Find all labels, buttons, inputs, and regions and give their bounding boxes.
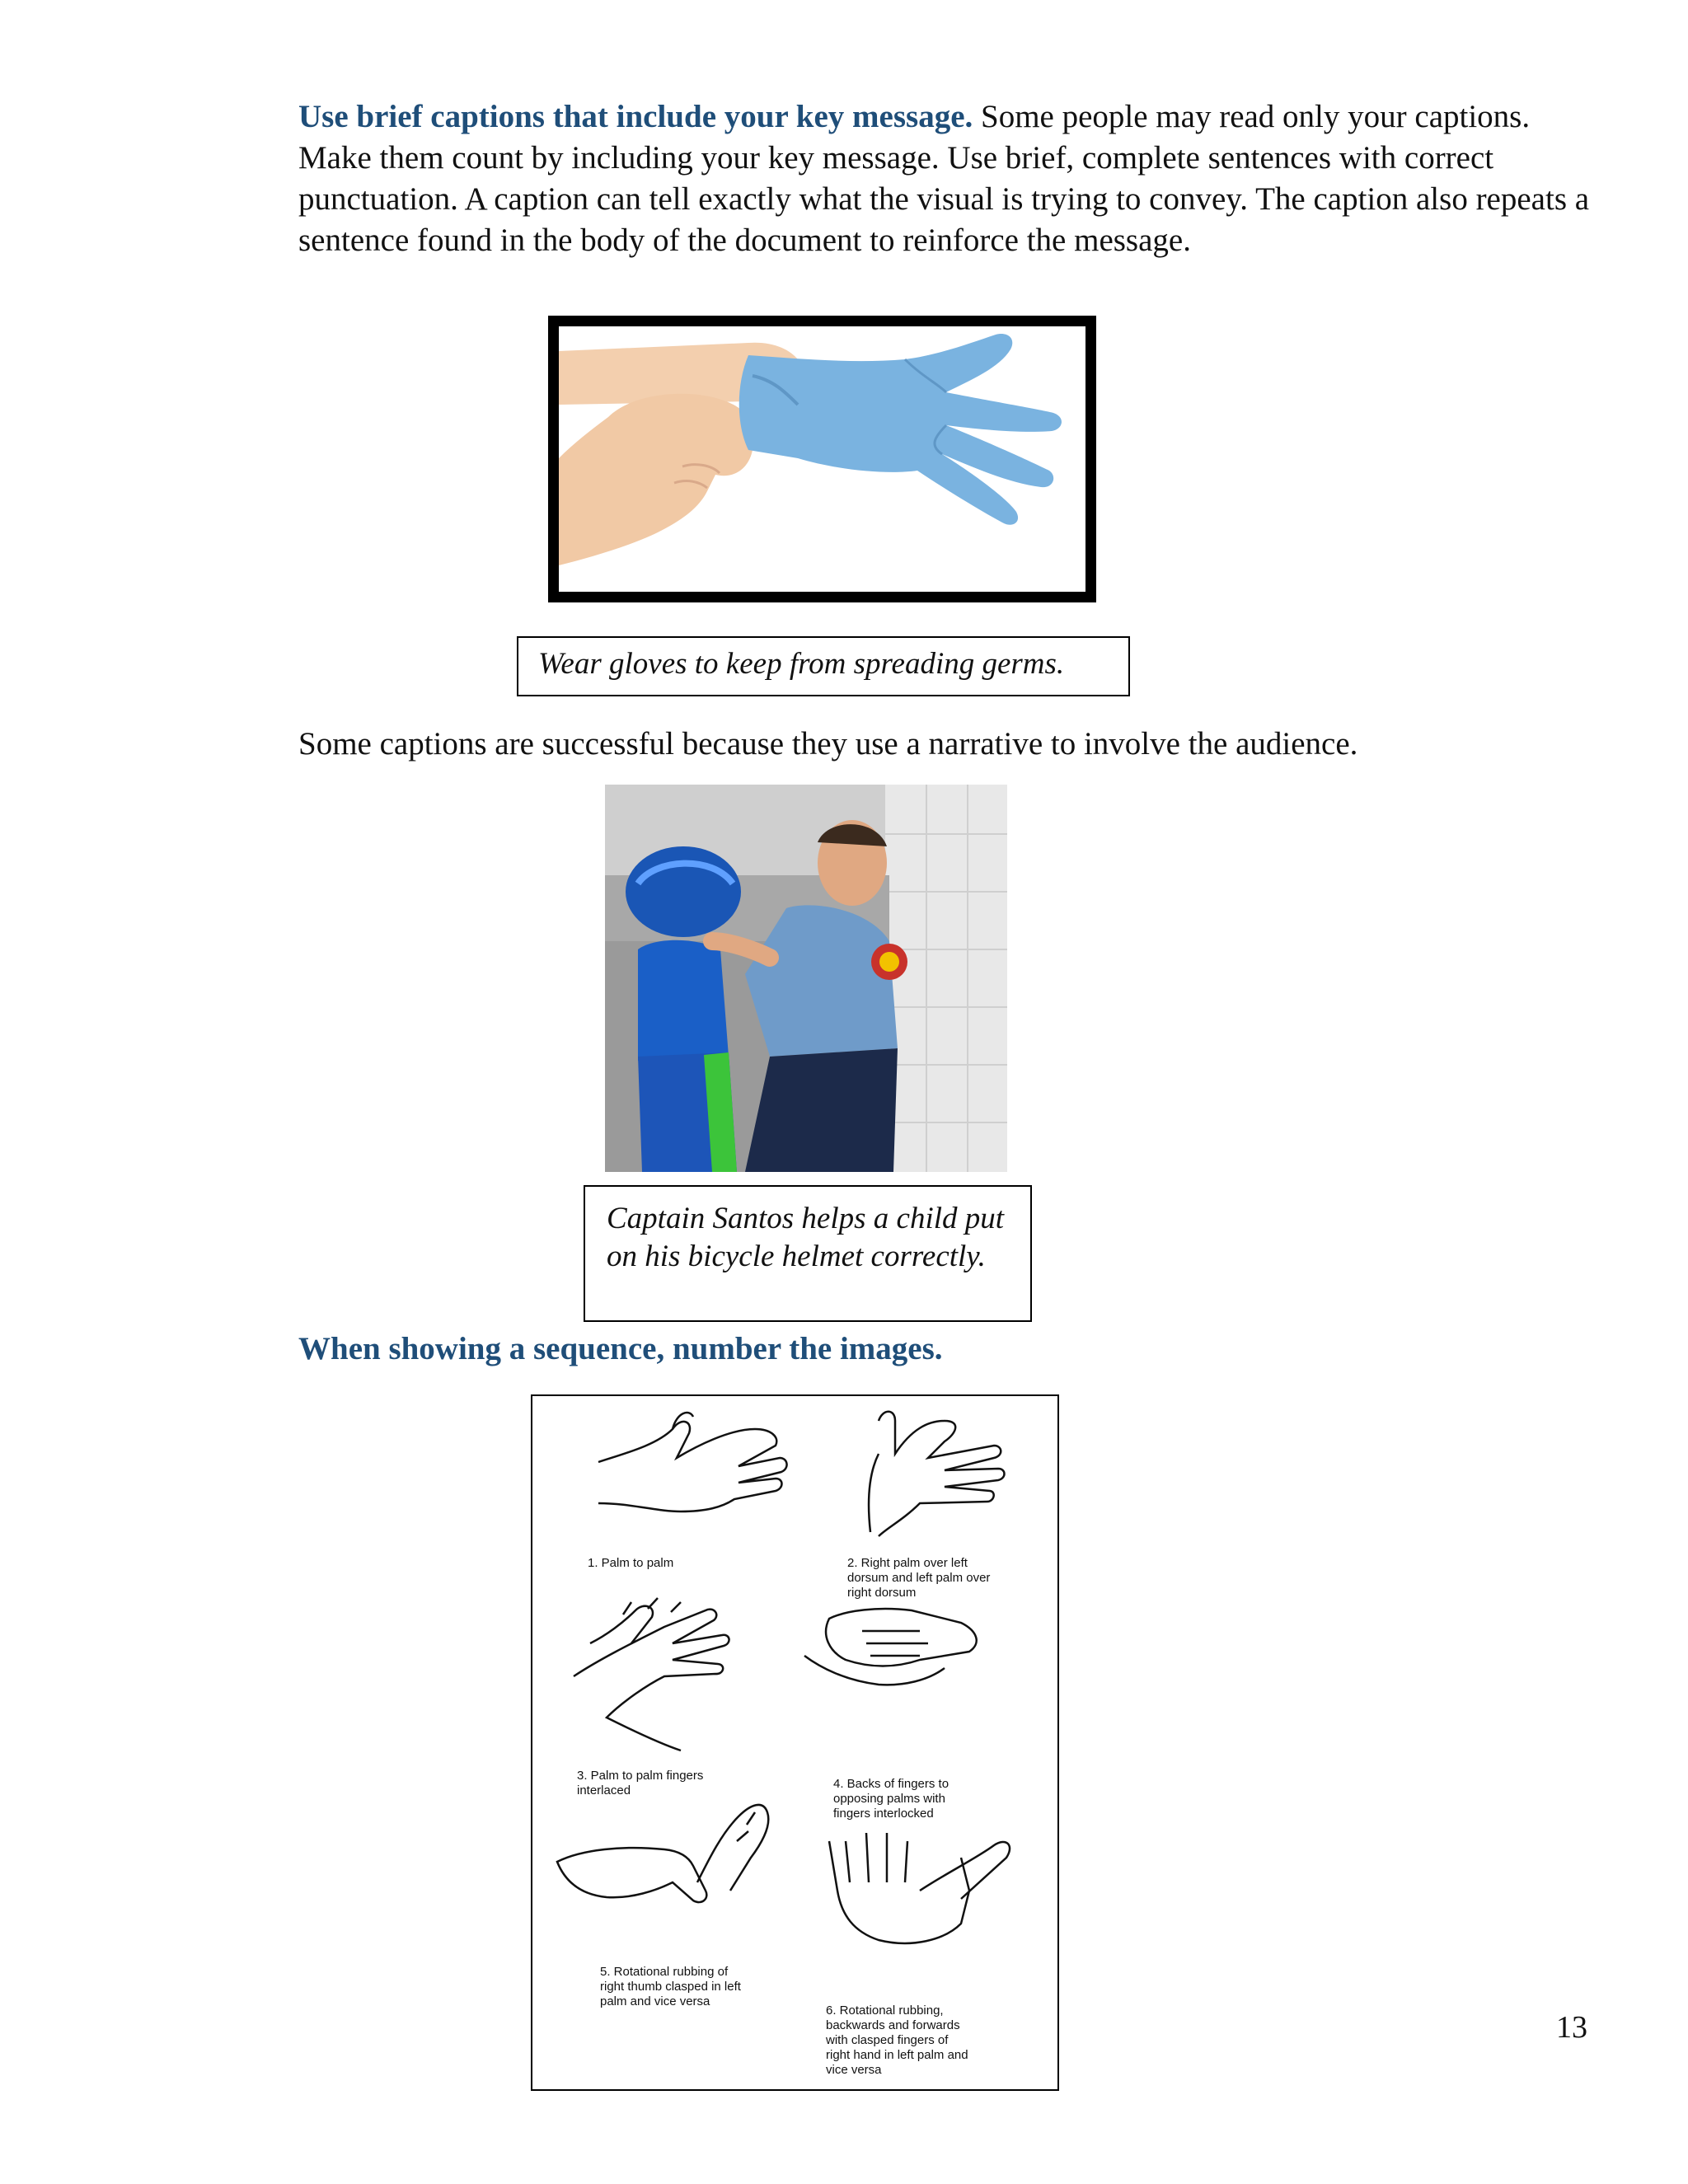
firefighter-helmet-illustration (605, 785, 1007, 1172)
helmet-caption: Captain Santos helps a child put on his bicycle helmet correctly. (607, 1202, 1005, 1273)
glove-illustration (559, 326, 1085, 592)
narrative-intro: Some captions are successful because they use a narrative to involve the audience. (298, 726, 1358, 762)
step-1-label: 1. Palm to palm (588, 1556, 674, 1570)
intro-paragraph (298, 96, 1601, 261)
step-5-label: 5. Rotational rubbing of right thumb clasped in left palm and vice versa (600, 1965, 741, 2008)
sequence-heading: When showing a sequence, number the images. (298, 1331, 943, 1366)
step-6-label: 6. Rotational rubbing, backwards and forwards with clasped fingers of right hand in left palm and vice versa (826, 2004, 968, 2077)
glove-image (548, 316, 1096, 602)
step-3-label: 3. Palm to palm fingers interlaced (577, 1769, 704, 1797)
step-2-label: 2. Right palm over left dorsum and left palm over right dorsum (847, 1556, 991, 1600)
helmet-caption-box (584, 1185, 1032, 1322)
intro-lead: Use brief captions that include your key message. (298, 99, 973, 134)
step-4-label: 4. Backs of fingers to opposing palms with fingers interlocked (833, 1777, 950, 1821)
page-number: 13 (1556, 2010, 1587, 2045)
intro-body: Some people may read only your captions. Make them count by including your key message. Use brief, complete sentences with correct punctuation. A caption can tell exactly what the visual is trying to convey. The caption also repeats a sentence found in the body of the document to reinforce the message. (298, 99, 1590, 258)
handwashing-sequence (531, 1394, 1059, 2091)
glove-caption: Wear gloves to keep from spreading germs. (538, 647, 1065, 681)
helmet-photo (605, 785, 1007, 1172)
glove-caption-box (517, 636, 1130, 696)
